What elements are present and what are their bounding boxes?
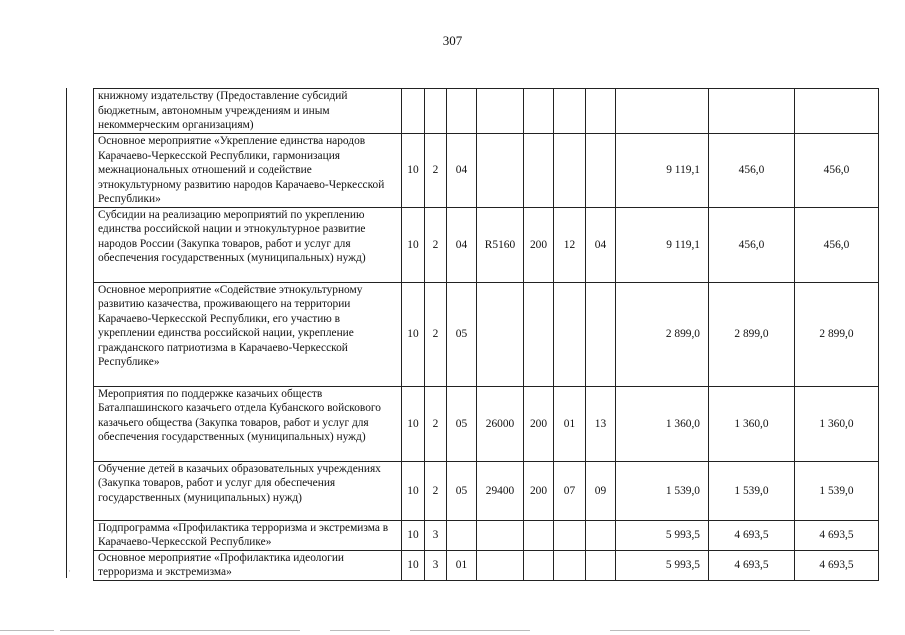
amount-year-2: 4 693,5 xyxy=(709,550,795,580)
code-section: 10 xyxy=(402,461,425,520)
code-event: 04 xyxy=(447,134,477,208)
code-section: 10 xyxy=(402,207,425,282)
amount-year-2: 456,0 xyxy=(709,134,795,208)
code-subprogram: 2 xyxy=(425,461,447,520)
row-description: книжному издательству (Предоставление субсидий бюджетным, автономным учреждениям и иным некоммерческим организациям) xyxy=(94,89,402,134)
amount-year-2: 1 539,0 xyxy=(709,461,795,520)
code-subdivision xyxy=(586,89,616,134)
code-expense-type xyxy=(524,89,554,134)
code-event: 05 xyxy=(447,282,477,386)
table-row xyxy=(94,207,879,282)
code-expense-type: 200 xyxy=(524,386,554,461)
code-subdivision: 09 xyxy=(586,461,616,520)
code-section xyxy=(402,89,425,134)
code-subdivision: 04 xyxy=(586,207,616,282)
code-expense-type xyxy=(524,550,554,580)
code-subdivision: 13 xyxy=(586,386,616,461)
amount-year-3: 456,0 xyxy=(795,134,879,208)
amount-year-3: 1 360,0 xyxy=(795,386,879,461)
amount-year-1: 9 119,1 xyxy=(616,134,709,208)
row-description: Субсидии на реализацию мероприятий по укреплению единства российской нации и этнокультурное развитие народов России (Закупка товаров, работ и услуг для обеспечения государственных (муниципальных) нужд) xyxy=(94,207,402,282)
amount-year-2: 456,0 xyxy=(709,207,795,282)
code-event: 04 xyxy=(447,207,477,282)
table-row xyxy=(94,134,879,208)
code-event xyxy=(447,520,477,550)
code-division: 01 xyxy=(554,386,586,461)
amount-year-2: 1 360,0 xyxy=(709,386,795,461)
code-event: 05 xyxy=(447,461,477,520)
code-section: 10 xyxy=(402,550,425,580)
scan-edge-line xyxy=(60,630,300,631)
amount-year-3: 4 693,5 xyxy=(795,520,879,550)
code-direction: 29400 xyxy=(477,461,524,520)
code-division xyxy=(554,89,586,134)
code-subdivision xyxy=(586,282,616,386)
amount-year-1: 5 993,5 xyxy=(616,520,709,550)
code-subprogram xyxy=(425,89,447,134)
code-direction xyxy=(477,89,524,134)
code-event: 05 xyxy=(447,386,477,461)
code-division xyxy=(554,282,586,386)
code-section: 10 xyxy=(402,386,425,461)
scan-edge-line xyxy=(330,630,390,631)
code-subprogram: 2 xyxy=(425,207,447,282)
amount-year-3: 1 539,0 xyxy=(795,461,879,520)
row-description: Мероприятия по поддержке казачьих обществ Баталпашинского казачьего отдела Кубанского войскового казачьего общества (Закупка товаров, работ и услуг для обеспечения государственных (муниципальных) нужд) xyxy=(94,386,402,461)
code-section: 10 xyxy=(402,282,425,386)
amount-year-1: 9 119,1 xyxy=(616,207,709,282)
code-subprogram: 3 xyxy=(425,520,447,550)
page-left-rule xyxy=(66,88,67,578)
code-division xyxy=(554,520,586,550)
table-row xyxy=(94,550,879,580)
scan-edge-line xyxy=(410,630,530,631)
table-row xyxy=(94,386,879,461)
code-direction xyxy=(477,550,524,580)
code-division xyxy=(554,134,586,208)
code-expense-type xyxy=(524,134,554,208)
code-event xyxy=(447,89,477,134)
amount-year-1 xyxy=(616,89,709,134)
amount-year-1: 5 993,5 xyxy=(616,550,709,580)
code-subprogram: 2 xyxy=(425,386,447,461)
scan-edge-line xyxy=(610,630,810,631)
code-direction xyxy=(477,134,524,208)
code-subprogram: 2 xyxy=(425,282,447,386)
amount-year-1: 1 360,0 xyxy=(616,386,709,461)
code-division: 12 xyxy=(554,207,586,282)
amount-year-3: 456,0 xyxy=(795,207,879,282)
row-description: Подпрограмма «Профилактика терроризма и экстремизма в Карачаево-Черкесской Республике» xyxy=(94,520,402,550)
amount-year-2: 2 899,0 xyxy=(709,282,795,386)
amount-year-3: 4 693,5 xyxy=(795,550,879,580)
amount-year-1: 1 539,0 xyxy=(616,461,709,520)
code-subdivision xyxy=(586,520,616,550)
code-direction xyxy=(477,520,524,550)
code-expense-type xyxy=(524,282,554,386)
table-row xyxy=(94,282,879,386)
row-description: Основное мероприятие «Содействие этнокультурному развитию казачества, проживающего на территории Карачаево-Черкесской Республики, его участию в укреплении единства российской нации, укрепление гражданского патриотизма в Карачаево-Черкесской Республике» xyxy=(94,282,402,386)
code-section: 10 xyxy=(402,134,425,208)
table-row xyxy=(94,520,879,550)
amount-year-2 xyxy=(709,89,795,134)
scan-edge-line xyxy=(0,630,54,631)
code-event: 01 xyxy=(447,550,477,580)
table-row xyxy=(94,89,879,134)
row-description: Обучение детей в казачьих образовательных учреждениях (Закупка товаров, работ и услуг для обеспечения государственных (муниципальных) нужд) xyxy=(94,461,402,520)
scan-mark: · xyxy=(68,566,71,576)
code-direction: R5160 xyxy=(477,207,524,282)
budget-table xyxy=(93,88,879,581)
code-expense-type xyxy=(524,520,554,550)
code-division xyxy=(554,550,586,580)
amount-year-2: 4 693,5 xyxy=(709,520,795,550)
code-subprogram: 2 xyxy=(425,134,447,208)
row-description: Основное мероприятие «Профилактика идеологии терроризма и экстремизма» xyxy=(94,550,402,580)
code-division: 07 xyxy=(554,461,586,520)
amount-year-3: 2 899,0 xyxy=(795,282,879,386)
code-expense-type: 200 xyxy=(524,207,554,282)
table-row xyxy=(94,461,879,520)
code-subprogram: 3 xyxy=(425,550,447,580)
code-subdivision xyxy=(586,134,616,208)
amount-year-1: 2 899,0 xyxy=(616,282,709,386)
code-section: 10 xyxy=(402,520,425,550)
code-direction xyxy=(477,282,524,386)
row-description: Основное мероприятие «Укрепление единства народов Карачаево-Черкесской Республики, гармонизация межнациональных отношений и содействие этнокультурному развитию народов Карачаево-Черкесской Республики» xyxy=(94,134,402,208)
code-subdivision xyxy=(586,550,616,580)
code-direction: 26000 xyxy=(477,386,524,461)
amount-year-3 xyxy=(795,89,879,134)
page-number: 307 xyxy=(442,33,463,48)
code-expense-type: 200 xyxy=(524,461,554,520)
